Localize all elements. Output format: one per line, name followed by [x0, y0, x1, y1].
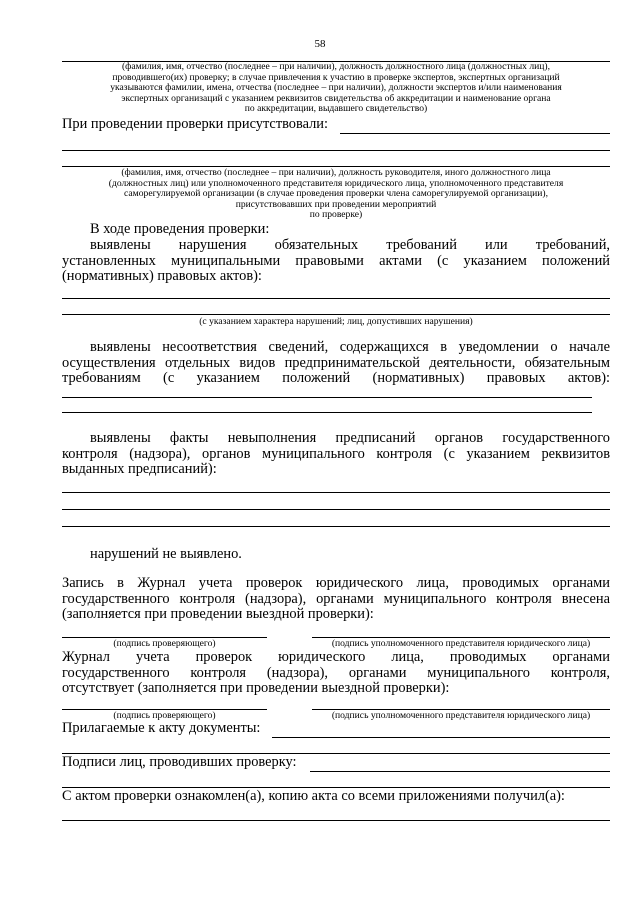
- no-violations-text: нарушений не выявлено.: [90, 546, 242, 562]
- fill-line: [62, 412, 592, 413]
- caption-present: (фамилия, имя, отчество (последнее – при наличии), должность руководителя, иного должностного лица (должностных лиц) или уполномоченного представителя юридического лица, уполномоченного представителя саморегулируемой организации (в случае проведения проверки члена саморегулируемой организации), присутствовавших при проведении мероприятий по проверке): [108, 167, 564, 221]
- fill-line: [62, 298, 610, 299]
- violations-paragraph: выявлены нарушения обязательных требований или требований, установленных муниципальными правовыми актами (с указанием положений (нормативных) правовых актов):: [62, 237, 610, 285]
- orders-paragraph: выявлены факты невыполнения предписаний органов государственного контроля (надзора), органов муниципального контроля (с указанием реквизитов выданных предписаний):: [62, 430, 610, 478]
- fill-line: [272, 737, 610, 738]
- fill-line: [62, 509, 610, 510]
- caption-violations: (с указанием характера нарушений; лиц, допустивших нарушения): [199, 316, 473, 327]
- sig-caption-inspector: (подпись проверяющего): [113, 638, 216, 649]
- fill-line: [62, 150, 610, 151]
- sig-caption-representative: (подпись уполномоченного представителя юридического лица): [331, 710, 591, 721]
- fill-line: [62, 397, 592, 398]
- caption-inspectors: (фамилия, имя, отчество (последнее – при наличии), должность должностного лица (должностных лиц), проводившего(их) проверку; в случае привлечения к участию в проверке экспертов, экспертных организаций указываются фамилии, имена, отчества (последнее – при наличии), должности экспертов и/или наименования экспертных организаций с указанием реквизитов свидетельства об аккредитации и наименование органа по аккредитации, выдавшего свидетельство): [110, 61, 562, 115]
- sig-caption-representative: (подпись уполномоченного представителя юридического лица): [331, 638, 591, 649]
- acquainted-label: С актом проверки ознакомлен(а), копию акта со всеми приложениями получил(а):: [62, 788, 565, 804]
- journal-entry-paragraph: Запись в Журнал учета проверок юридического лица, проводимых органами государственного контроля (надзора), органами муниципального контроля внесена (заполняется при проведении выездной проверки):: [62, 575, 610, 623]
- present-label: При проведении проверки присутствовали:: [62, 116, 328, 132]
- fill-line: [62, 314, 610, 315]
- mismatch-paragraph: выявлены несоответствия сведений, содержащихся в уведомлении о начале осуществления отдельных видов предпринимательской деятельности, обязательным требованиям (с указанием положений (нормативных) правовых актов):: [62, 339, 610, 387]
- attached-docs-label: Прилагаемые к акту документы:: [62, 720, 261, 736]
- sig-caption-inspector: (подпись проверяющего): [113, 710, 216, 721]
- fill-line: [310, 771, 610, 772]
- journal-absent-paragraph: Журнал учета проверок юридического лица, проводимых органами государственного контроля (надзора), органами муниципального контроля, отсутствует (заполняется при проведении выездной проверки):: [62, 649, 610, 697]
- fill-line: [62, 526, 610, 527]
- signatures-label: Подписи лиц, проводивших проверку:: [62, 754, 297, 770]
- page-number: 58: [314, 38, 326, 50]
- during-label: В ходе проведения проверки:: [90, 221, 270, 237]
- fill-line: [62, 492, 610, 493]
- fill-line: [62, 820, 610, 821]
- fill-line: [340, 133, 610, 134]
